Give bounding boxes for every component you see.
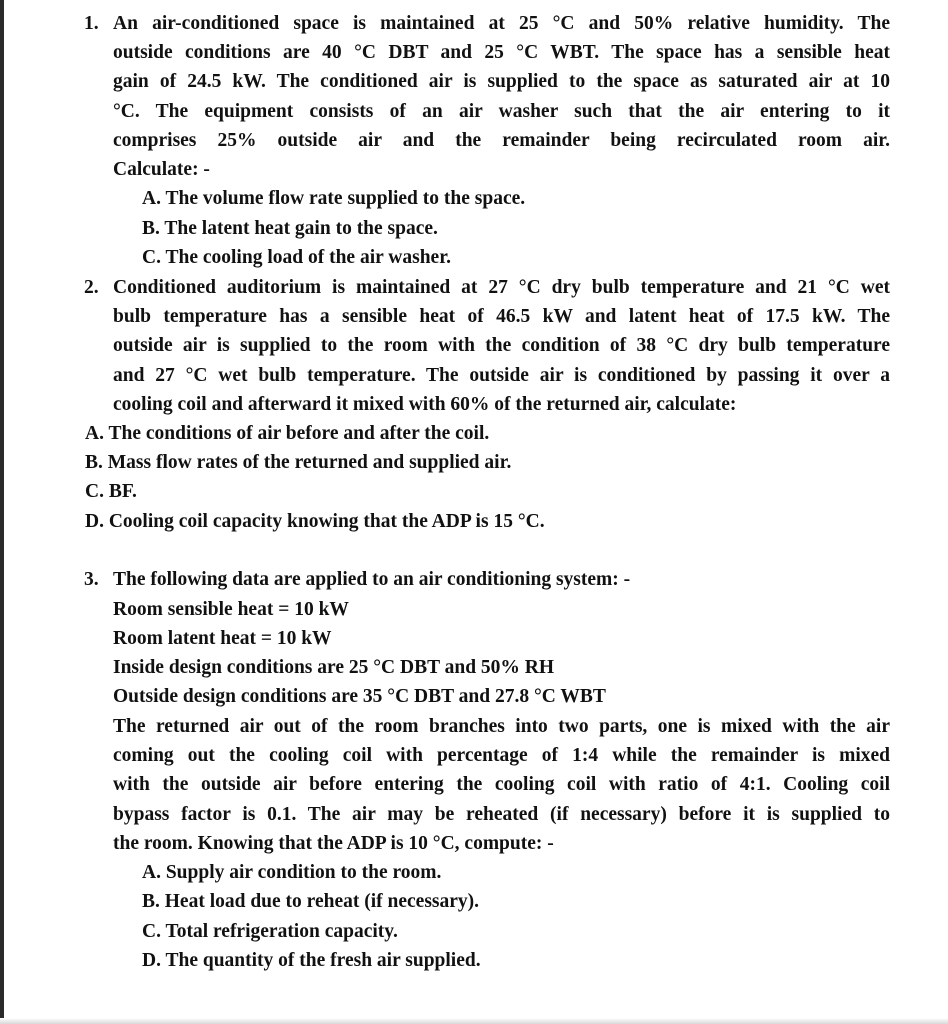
sub-question-item: A. Supply air condition to the room. xyxy=(142,862,442,883)
sub-question-item: C. The cooling load of the air washer. xyxy=(142,247,451,268)
question-text-line: Calculate: - xyxy=(113,159,210,180)
question-text-line: The returned air out of the room branches into two parts, one is mixed with the air xyxy=(113,716,890,737)
question-intro: The following data are applied to an air conditioning system: - xyxy=(113,569,631,590)
given-data-line: Outside design conditions are 35 °C DBT and 27.8 °C WBT xyxy=(113,686,606,707)
question-text-line: and 27 °C wet bulb temperature. The outside air is conditioned by passing it over a xyxy=(113,365,890,386)
question-number: 3. xyxy=(84,569,99,590)
sub-question-item: A. The conditions of air before and after the coil. xyxy=(85,423,490,444)
given-data-line: Room sensible heat = 10 kW xyxy=(113,599,349,620)
question-text-line: °C. The equipment consists of an air washer such that the air entering to it xyxy=(113,101,890,122)
sub-question-item: A. The volume flow rate supplied to the space. xyxy=(142,188,526,209)
question-number: 2. xyxy=(84,277,99,298)
sub-question-item: B. Mass flow rates of the returned and supplied air. xyxy=(85,452,512,473)
question-text-line: outside conditions are 40 °C DBT and 25 °C WBT. The space has a sensible heat xyxy=(113,42,890,63)
given-data-line: Room latent heat = 10 kW xyxy=(113,628,332,649)
question-text-line: outside air is supplied to the room with the condition of 38 °C dry bulb temperature xyxy=(113,335,890,356)
question-text-line: comprises 25% outside air and the remainder being recirculated room air. xyxy=(113,130,890,151)
page-bottom-shadow xyxy=(0,1018,948,1024)
sub-question-item: B. The latent heat gain to the space. xyxy=(142,218,438,239)
question-text-line: cooling coil and afterward it mixed with 60% of the returned air, calculate: xyxy=(113,394,737,415)
question-text-line: bypass factor is 0.1. The air may be reheated (if necessary) before it is supplied to xyxy=(113,804,890,825)
question-text-line: An air-conditioned space is maintained at 25 °C and 50% relative humidity. The xyxy=(113,13,890,34)
sub-question-item: D. The quantity of the fresh air supplied. xyxy=(142,950,481,971)
sub-question-item: C. BF. xyxy=(85,481,137,502)
question-text-line: the room. Knowing that the ADP is 10 °C, compute: - xyxy=(113,833,554,854)
question-text-line: with the outside air before entering the cooling coil with ratio of 4:1. Cooling coil xyxy=(113,774,890,795)
given-data-line: Inside design conditions are 25 °C DBT and 50% RH xyxy=(113,657,555,678)
question-text-line: bulb temperature has a sensible heat of 46.5 kW and latent heat of 17.5 kW. The xyxy=(113,306,890,327)
question-text-line: coming out the cooling coil with percentage of 1:4 while the remainder is mixed xyxy=(113,745,890,766)
sub-question-item: B. Heat load due to reheat (if necessary). xyxy=(142,891,480,912)
sub-question-item: C. Total refrigeration capacity. xyxy=(142,921,398,942)
question-text-line: Conditioned auditorium is maintained at 27 °C dry bulb temperature and 21 °C wet xyxy=(113,277,890,298)
question-text-line: gain of 24.5 kW. The conditioned air is supplied to the space as saturated air at 10 xyxy=(113,71,890,92)
question-number: 1. xyxy=(84,13,99,34)
page-edge-shadow xyxy=(0,0,4,1024)
sub-question-item: D. Cooling coil capacity knowing that the ADP is 15 °C. xyxy=(85,511,545,532)
